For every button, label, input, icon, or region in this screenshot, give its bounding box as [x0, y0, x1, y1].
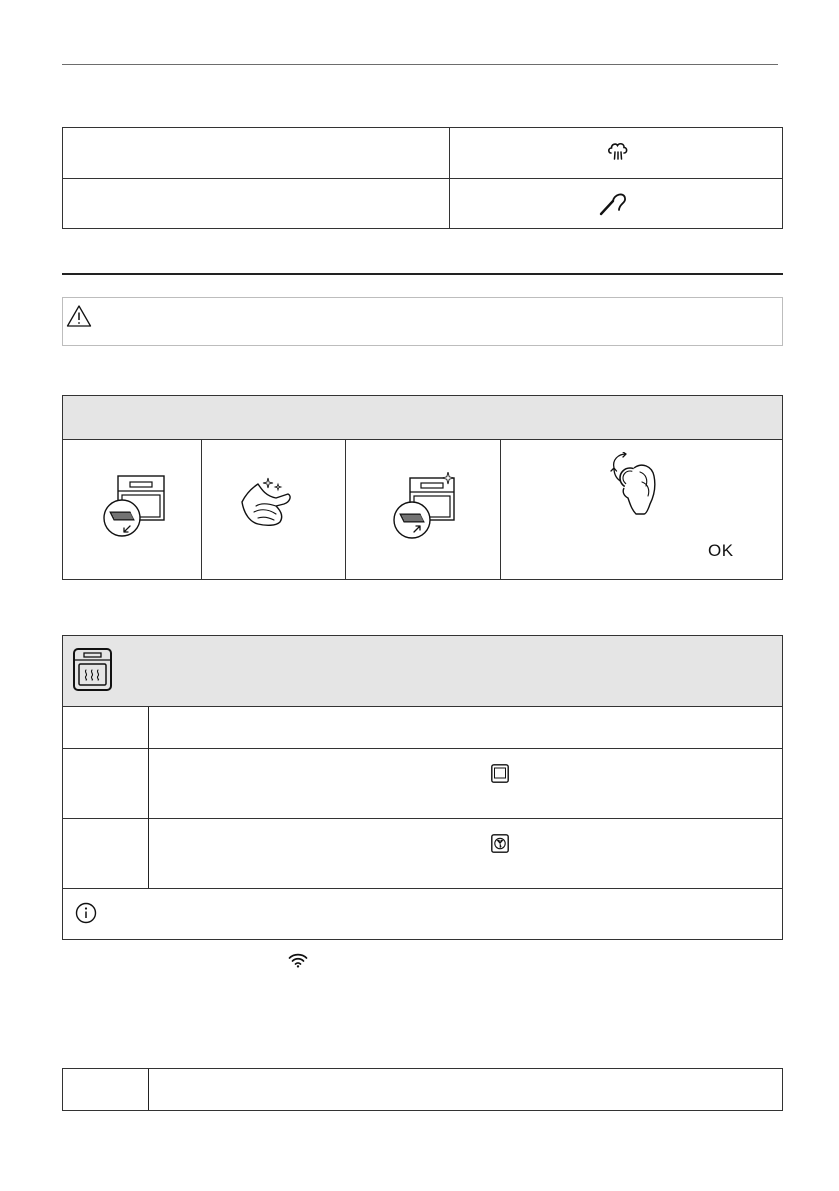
warning-triangle-icon: [66, 304, 92, 328]
oven-insert-shelf-icon: [390, 472, 462, 540]
steps-col-divider-1: [201, 439, 202, 579]
bottom-table-col-divider: [148, 1069, 149, 1110]
symbol-table: [62, 127, 783, 229]
function-table-row-divider-2: [63, 818, 782, 819]
bottom-table: [62, 1068, 783, 1111]
function-table-header: [63, 636, 782, 706]
cloth-wipe-icon: [236, 472, 296, 532]
function-table-row-divider-1: [63, 748, 782, 749]
fan-small-icon: [491, 834, 509, 853]
steps-col-divider-3: [500, 439, 501, 579]
steam-cloud-icon: [606, 139, 630, 163]
ok-label: OK: [708, 541, 734, 560]
steps-table-header-divider: [63, 439, 782, 440]
function-table-header-divider: [63, 706, 782, 707]
hand-turn-knob-icon: [608, 452, 664, 516]
wifi-icon: [288, 953, 308, 968]
oven-heating-function-icon: [73, 648, 113, 692]
oven-small-icon: [491, 764, 509, 783]
steps-table-header: [63, 396, 782, 439]
steps-col-divider-2: [345, 439, 346, 579]
oven-remove-shelf-icon: [100, 474, 168, 538]
section-rule: [62, 273, 783, 275]
food-probe-icon: [598, 190, 630, 216]
function-table-row-divider-3: [63, 888, 782, 889]
info-circle-icon: [75, 902, 97, 924]
symbol-table-col-divider: [449, 128, 450, 228]
warning-box: [62, 297, 783, 346]
function-table: [62, 635, 783, 940]
symbol-table-row-divider: [63, 178, 782, 179]
header-rule: [62, 64, 778, 65]
function-table-col-divider: [148, 707, 149, 888]
